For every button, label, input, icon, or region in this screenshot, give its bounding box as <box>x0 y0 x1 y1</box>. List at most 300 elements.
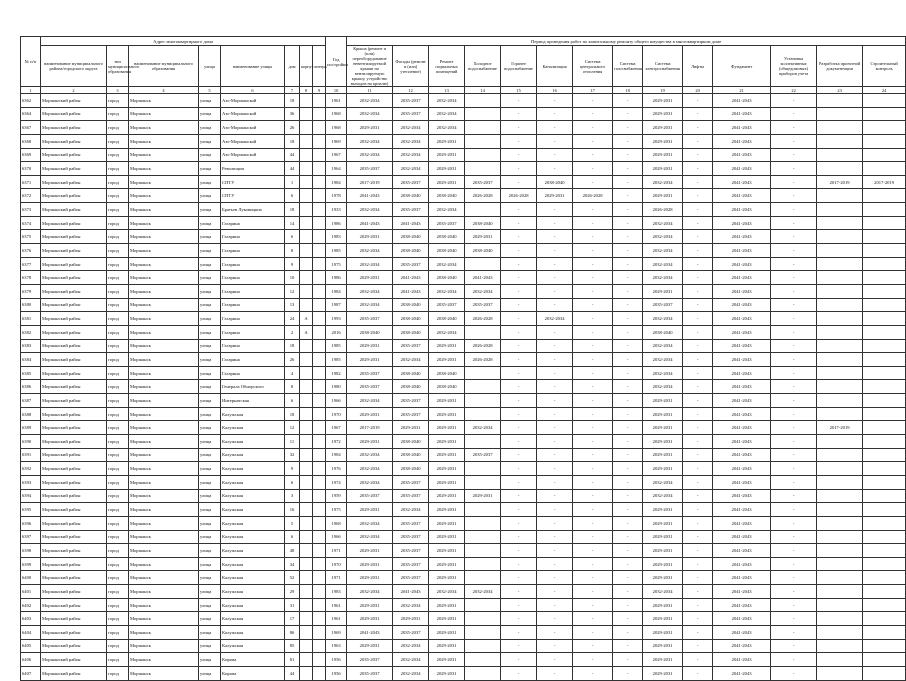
cell-basement: 2029-2031 <box>429 353 465 367</box>
cell-build-year: 1961 <box>326 598 347 612</box>
cell-no: 6383 <box>21 339 41 353</box>
cell-basement: 2032-2034 <box>429 107 465 121</box>
cell-facade: 2038-2040 <box>393 366 429 380</box>
cell-foundation: 2041-2043 <box>713 244 771 258</box>
cell-foundation: 2041-2043 <box>713 353 771 367</box>
cell-roof: 2029-2031 <box>347 639 393 653</box>
cell-building <box>300 148 313 162</box>
cell-supervision <box>863 380 906 394</box>
cell-heating: - <box>573 516 613 530</box>
cell-street-name: Калужская <box>221 557 285 571</box>
cell-district: Моршанский район <box>41 557 107 571</box>
cell-district: Моршанский район <box>41 516 107 530</box>
cell-house: 9 <box>285 257 300 271</box>
cell-build-year: 1982 <box>326 366 347 380</box>
col-header-basement: Ремонт подвальных помещений <box>429 46 465 87</box>
cell-supervision <box>863 121 906 135</box>
cell-meters: - <box>771 175 817 189</box>
cell-district: Моршанский район <box>41 462 107 476</box>
cell-mo-name: Моршанск <box>129 598 199 612</box>
cell-sewage: - <box>537 148 573 162</box>
cell-hot-water: - <box>501 666 537 680</box>
cell-supervision <box>863 162 906 176</box>
cell-house: 31 <box>285 598 300 612</box>
cell-foundation: 2041-2043 <box>713 653 771 667</box>
cell-sewage: - <box>537 407 573 421</box>
column-number-cell: 11 <box>347 87 393 94</box>
cell-gas: - <box>613 257 643 271</box>
cell-build-year: 1961 <box>326 94 347 108</box>
cell-sewage: - <box>537 325 573 339</box>
cell-basement: 2029-2031 <box>429 162 465 176</box>
cell-letter <box>313 230 326 244</box>
cell-street-name: Калужская <box>221 421 285 435</box>
cell-supervision <box>863 448 906 462</box>
cell-house: 18 <box>285 339 300 353</box>
cell-supervision <box>863 612 906 626</box>
cell-facade: 2032-2034 <box>393 503 429 517</box>
cell-meters: - <box>771 380 817 394</box>
cell-gas: - <box>613 380 643 394</box>
cell-street-type: улица <box>199 284 221 298</box>
cell-gas: - <box>613 312 643 326</box>
cell-building <box>300 271 313 285</box>
cell-mo-name: Моршанск <box>129 366 199 380</box>
cell-street-name: Калужская <box>221 544 285 558</box>
cell-letter <box>313 653 326 667</box>
cell-meters: - <box>771 544 817 558</box>
cell-gas: - <box>613 175 643 189</box>
cell-no: 6382 <box>21 325 41 339</box>
cell-facade: 2041-2043 <box>393 216 429 230</box>
cell-district: Моршанский район <box>41 216 107 230</box>
cell-district: Моршанский район <box>41 339 107 353</box>
cell-letter <box>313 257 326 271</box>
cell-foundation: 2041-2043 <box>713 94 771 108</box>
cell-letter <box>313 339 326 353</box>
cell-elevators: - <box>683 216 713 230</box>
cell-sewage: - <box>537 107 573 121</box>
col-header-street-name: наименование улицы <box>221 46 285 87</box>
cell-sewage: - <box>537 489 573 503</box>
cell-meters: - <box>771 298 817 312</box>
cell-heating: - <box>573 571 613 585</box>
cell-letter <box>313 244 326 258</box>
cell-elevators: - <box>683 435 713 449</box>
cell-electric: 2029-2031 <box>643 503 683 517</box>
cell-electric: 2029-2031 <box>643 407 683 421</box>
cell-heating: - <box>573 175 613 189</box>
table-row <box>21 94 906 108</box>
cell-elevators: - <box>683 339 713 353</box>
cell-no: 6401 <box>21 585 41 599</box>
cell-hot-water: 2026-2028 <box>501 189 537 203</box>
cell-basement: 2029-2031 <box>429 489 465 503</box>
cell-street-name: Азо-Моршанской <box>221 121 285 135</box>
cell-design-docs <box>817 148 863 162</box>
cell-district: Моршанский район <box>41 189 107 203</box>
cell-build-year: 1983 <box>326 230 347 244</box>
cell-street-name: Гагарина <box>221 284 285 298</box>
cell-street-type: улица <box>199 298 221 312</box>
cell-building <box>300 203 313 217</box>
cell-letter <box>313 544 326 558</box>
cell-no: 6373 <box>21 203 41 217</box>
cell-elevators: - <box>683 121 713 135</box>
cell-meters: - <box>771 557 817 571</box>
cell-elevators: - <box>683 148 713 162</box>
cell-letter <box>313 284 326 298</box>
cell-hot-water: - <box>501 407 537 421</box>
cell-build-year: 1971 <box>326 571 347 585</box>
cell-cold-water <box>465 394 501 408</box>
register-sheet <box>20 36 900 676</box>
cell-supervision <box>863 203 906 217</box>
cell-cold-water: 2026-2028 <box>465 353 501 367</box>
cell-build-year: 1963 <box>326 639 347 653</box>
cell-building <box>300 407 313 421</box>
cell-street-name: Калужская <box>221 625 285 639</box>
cell-hot-water: - <box>501 489 537 503</box>
cell-heating: - <box>573 134 613 148</box>
cell-gas: - <box>613 557 643 571</box>
cell-letter <box>313 298 326 312</box>
cell-facade: 2035-2037 <box>393 475 429 489</box>
cell-heating: - <box>573 244 613 258</box>
cell-supervision <box>863 585 906 599</box>
cell-foundation: 2041-2043 <box>713 612 771 626</box>
address-group-header: Адрес многоквартирного дома <box>41 37 326 46</box>
cell-roof: 2032-2034 <box>347 298 393 312</box>
column-number-row <box>21 87 906 94</box>
cell-mo-type: город <box>107 339 129 353</box>
cell-street-type: улица <box>199 625 221 639</box>
cell-cold-water <box>465 94 501 108</box>
column-number-cell: 7 <box>285 87 300 94</box>
cell-house: 29 <box>285 585 300 599</box>
col-header-electric: Система электроснабжения <box>643 46 683 87</box>
cell-supervision <box>863 216 906 230</box>
cell-meters: - <box>771 107 817 121</box>
cell-gas: - <box>613 162 643 176</box>
cell-mo-name: Моршанск <box>129 203 199 217</box>
cell-roof: 2029-2031 <box>347 230 393 244</box>
cell-house: 6 <box>285 530 300 544</box>
cell-foundation: 2041-2043 <box>713 516 771 530</box>
cell-electric: 2029-2031 <box>643 666 683 680</box>
cell-electric: 2032-2034 <box>643 353 683 367</box>
cell-district: Моршанский район <box>41 162 107 176</box>
cell-mo-name: Моршанск <box>129 271 199 285</box>
cell-facade: 2041-2043 <box>393 284 429 298</box>
cell-house: 32 <box>285 448 300 462</box>
cell-sewage: - <box>537 639 573 653</box>
cell-roof: 2032-2034 <box>347 94 393 108</box>
cell-building <box>300 571 313 585</box>
cell-hot-water: - <box>501 530 537 544</box>
cell-mo-name: Моршанск <box>129 257 199 271</box>
cell-elevators: - <box>683 366 713 380</box>
cell-roof: 2035-2037 <box>347 380 393 394</box>
cell-electric: 2029-2031 <box>643 107 683 121</box>
table-row <box>21 271 906 285</box>
cell-sewage: 2038-2040 <box>537 175 573 189</box>
cell-house: 18 <box>285 203 300 217</box>
cell-supervision <box>863 639 906 653</box>
cell-roof: 2032-2034 <box>347 585 393 599</box>
cell-basement: 2029-2031 <box>429 394 465 408</box>
cell-mo-type: город <box>107 612 129 626</box>
cell-no: 6404 <box>21 625 41 639</box>
cell-mo-name: Моршанск <box>129 94 199 108</box>
cell-hot-water: - <box>501 325 537 339</box>
cell-no: 6391 <box>21 448 41 462</box>
cell-meters: - <box>771 612 817 626</box>
cell-building <box>300 462 313 476</box>
column-number-cell: 4 <box>129 87 199 94</box>
cell-build-year: 1964 <box>326 162 347 176</box>
cell-letter <box>313 557 326 571</box>
col-header-no: № п/п <box>21 37 41 87</box>
cell-roof: 2032-2034 <box>347 257 393 271</box>
cell-electric: 2029-2031 <box>643 284 683 298</box>
cell-building <box>300 666 313 680</box>
cell-elevators: - <box>683 107 713 121</box>
cell-mo-name: Моршанск <box>129 148 199 162</box>
cell-mo-name: Моршанск <box>129 666 199 680</box>
cell-heating: - <box>573 353 613 367</box>
cell-sewage: - <box>537 230 573 244</box>
cell-letter <box>313 366 326 380</box>
cell-build-year: 1970 <box>326 407 347 421</box>
cell-mo-type: город <box>107 298 129 312</box>
cell-street-name: Калужская <box>221 516 285 530</box>
column-number-cell: 13 <box>429 87 465 94</box>
cell-foundation: 2041-2043 <box>713 448 771 462</box>
cell-mo-type: город <box>107 448 129 462</box>
cell-mo-type: город <box>107 516 129 530</box>
cell-basement: 2029-2031 <box>429 516 465 530</box>
cell-letter <box>313 203 326 217</box>
cell-roof: 2038-2040 <box>347 325 393 339</box>
cell-street-type: улица <box>199 244 221 258</box>
column-number-cell: 1 <box>21 87 41 94</box>
cell-gas: - <box>613 639 643 653</box>
cell-letter <box>313 216 326 230</box>
cell-meters: - <box>771 571 817 585</box>
cell-cold-water <box>465 666 501 680</box>
table-row <box>21 625 906 639</box>
cell-building <box>300 257 313 271</box>
cell-house: 16 <box>285 503 300 517</box>
cell-cold-water <box>465 530 501 544</box>
cell-facade: 2029-2031 <box>393 612 429 626</box>
cell-basement: 2035-2037 <box>429 298 465 312</box>
cell-facade: 2038-2040 <box>393 435 429 449</box>
cell-cold-water: 2035-2037 <box>465 448 501 462</box>
cell-design-docs <box>817 230 863 244</box>
cell-basement: 2035-2037 <box>429 216 465 230</box>
cell-mo-name: Моршанск <box>129 380 199 394</box>
cell-elevators: - <box>683 298 713 312</box>
cell-no: 6394 <box>21 489 41 503</box>
cell-mo-type: город <box>107 557 129 571</box>
cell-cold-water: 2029-2031 <box>465 489 501 503</box>
cell-heating: - <box>573 666 613 680</box>
cell-sewage: - <box>537 366 573 380</box>
col-header-mo-name: наименование муниципального образования <box>129 46 199 87</box>
cell-design-docs <box>817 394 863 408</box>
cell-elevators: - <box>683 612 713 626</box>
cell-street-type: улица <box>199 489 221 503</box>
cell-mo-name: Моршанск <box>129 134 199 148</box>
cell-no: 6405 <box>21 639 41 653</box>
cell-street-name: Азо-Моршанской <box>221 148 285 162</box>
cell-sewage: - <box>537 421 573 435</box>
table-row <box>21 585 906 599</box>
cell-heating: - <box>573 107 613 121</box>
cell-facade: 2035-2037 <box>393 489 429 503</box>
table-row <box>21 475 906 489</box>
cell-sewage: - <box>537 612 573 626</box>
cell-mo-name: Моршанск <box>129 435 199 449</box>
table-row <box>21 421 906 435</box>
cell-basement: 2029-2031 <box>429 503 465 517</box>
cell-mo-name: Моршанск <box>129 230 199 244</box>
cell-district: Моршанский район <box>41 625 107 639</box>
table-row <box>21 107 906 121</box>
cell-gas: - <box>613 653 643 667</box>
cell-electric: 2029-2031 <box>643 121 683 135</box>
cell-hot-water: - <box>501 435 537 449</box>
cell-no: 6395 <box>21 503 41 517</box>
cell-building <box>300 162 313 176</box>
col-header-facade: Фасады (ремонт и (или) утепление) <box>393 46 429 87</box>
cell-street-name: Калужская <box>221 585 285 599</box>
cell-mo-name: Моршанск <box>129 107 199 121</box>
cell-sewage: - <box>537 394 573 408</box>
cell-elevators: - <box>683 380 713 394</box>
cell-sewage: - <box>537 353 573 367</box>
cell-facade: 2038-2040 <box>393 244 429 258</box>
cell-basement: 2029-2031 <box>429 666 465 680</box>
table-row <box>21 380 906 394</box>
cell-sewage: - <box>537 462 573 476</box>
column-number-cell: 5 <box>199 87 221 94</box>
cell-roof: 2032-2034 <box>347 394 393 408</box>
cell-sewage: - <box>537 653 573 667</box>
column-number-cell: 14 <box>465 87 501 94</box>
cell-cold-water: 2029-2031 <box>465 230 501 244</box>
cell-elevators: - <box>683 230 713 244</box>
cell-gas: - <box>613 475 643 489</box>
cell-no: 6403 <box>21 612 41 626</box>
cell-gas: - <box>613 284 643 298</box>
cell-mo-type: город <box>107 380 129 394</box>
cell-house: 13 <box>285 298 300 312</box>
cell-hot-water: - <box>501 216 537 230</box>
cell-cold-water: 2035-2037 <box>465 175 501 189</box>
cell-electric: 2029-2031 <box>643 557 683 571</box>
cell-basement: 2029-2031 <box>429 530 465 544</box>
cell-mo-name: Моршанск <box>129 475 199 489</box>
cell-foundation: 2041-2043 <box>713 503 771 517</box>
cell-meters: - <box>771 257 817 271</box>
col-header-cold-water: Холодное водоснабжение <box>465 46 501 87</box>
cell-meters: - <box>771 244 817 258</box>
cell-facade: 2032-2034 <box>393 666 429 680</box>
cell-foundation: 2041-2043 <box>713 325 771 339</box>
cell-meters: - <box>771 530 817 544</box>
cell-hot-water: - <box>501 380 537 394</box>
cell-design-docs <box>817 571 863 585</box>
cell-hot-water: - <box>501 257 537 271</box>
cell-hot-water: - <box>501 421 537 435</box>
cell-supervision: 2017-2019 <box>863 175 906 189</box>
cell-cold-water <box>465 571 501 585</box>
cell-meters: - <box>771 489 817 503</box>
cell-hot-water: - <box>501 148 537 162</box>
cell-foundation: 2041-2043 <box>713 421 771 435</box>
cell-street-type: улица <box>199 107 221 121</box>
cell-building <box>300 489 313 503</box>
cell-hot-water: - <box>501 503 537 517</box>
cell-supervision <box>863 312 906 326</box>
cell-facade: 2032-2034 <box>393 639 429 653</box>
cell-street-name: Калужская <box>221 612 285 626</box>
cell-house: 18 <box>285 134 300 148</box>
cell-electric: 2032-2034 <box>643 380 683 394</box>
cell-hot-water: - <box>501 134 537 148</box>
cell-meters: - <box>771 121 817 135</box>
cell-electric: 2029-2031 <box>643 448 683 462</box>
cell-mo-type: город <box>107 530 129 544</box>
col-header-supervision: Строительный контроль <box>863 46 906 87</box>
cell-hot-water: - <box>501 516 537 530</box>
cell-district: Моршанский район <box>41 94 107 108</box>
cell-cold-water <box>465 134 501 148</box>
cell-cold-water <box>465 107 501 121</box>
cell-street-type: улица <box>199 134 221 148</box>
cell-building <box>300 298 313 312</box>
cell-electric: 2032-2034 <box>643 585 683 599</box>
cell-mo-name: Моршанск <box>129 394 199 408</box>
cell-electric: 2038-2040 <box>643 325 683 339</box>
cell-roof: 2032-2034 <box>347 448 393 462</box>
cell-district: Моршанский район <box>41 435 107 449</box>
cell-no: 6407 <box>21 666 41 680</box>
cell-cold-water: 2035-2037 <box>465 298 501 312</box>
cell-supervision <box>863 394 906 408</box>
cell-letter <box>313 639 326 653</box>
cell-electric: 2032-2034 <box>643 475 683 489</box>
cell-design-docs <box>817 530 863 544</box>
table-row <box>21 134 906 148</box>
cell-district: Моршанский район <box>41 666 107 680</box>
cell-foundation: 2041-2043 <box>713 598 771 612</box>
cell-district: Моршанский район <box>41 653 107 667</box>
cell-gas: - <box>613 203 643 217</box>
cell-gas: - <box>613 571 643 585</box>
cell-build-year: 1966 <box>326 394 347 408</box>
cell-basement: 2029-2031 <box>429 134 465 148</box>
cell-street-type: улица <box>199 271 221 285</box>
cell-build-year: 1976 <box>326 462 347 476</box>
cell-basement: 2038-2040 <box>429 271 465 285</box>
cell-supervision <box>863 230 906 244</box>
cell-elevators: - <box>683 653 713 667</box>
cell-street-type: улица <box>199 666 221 680</box>
